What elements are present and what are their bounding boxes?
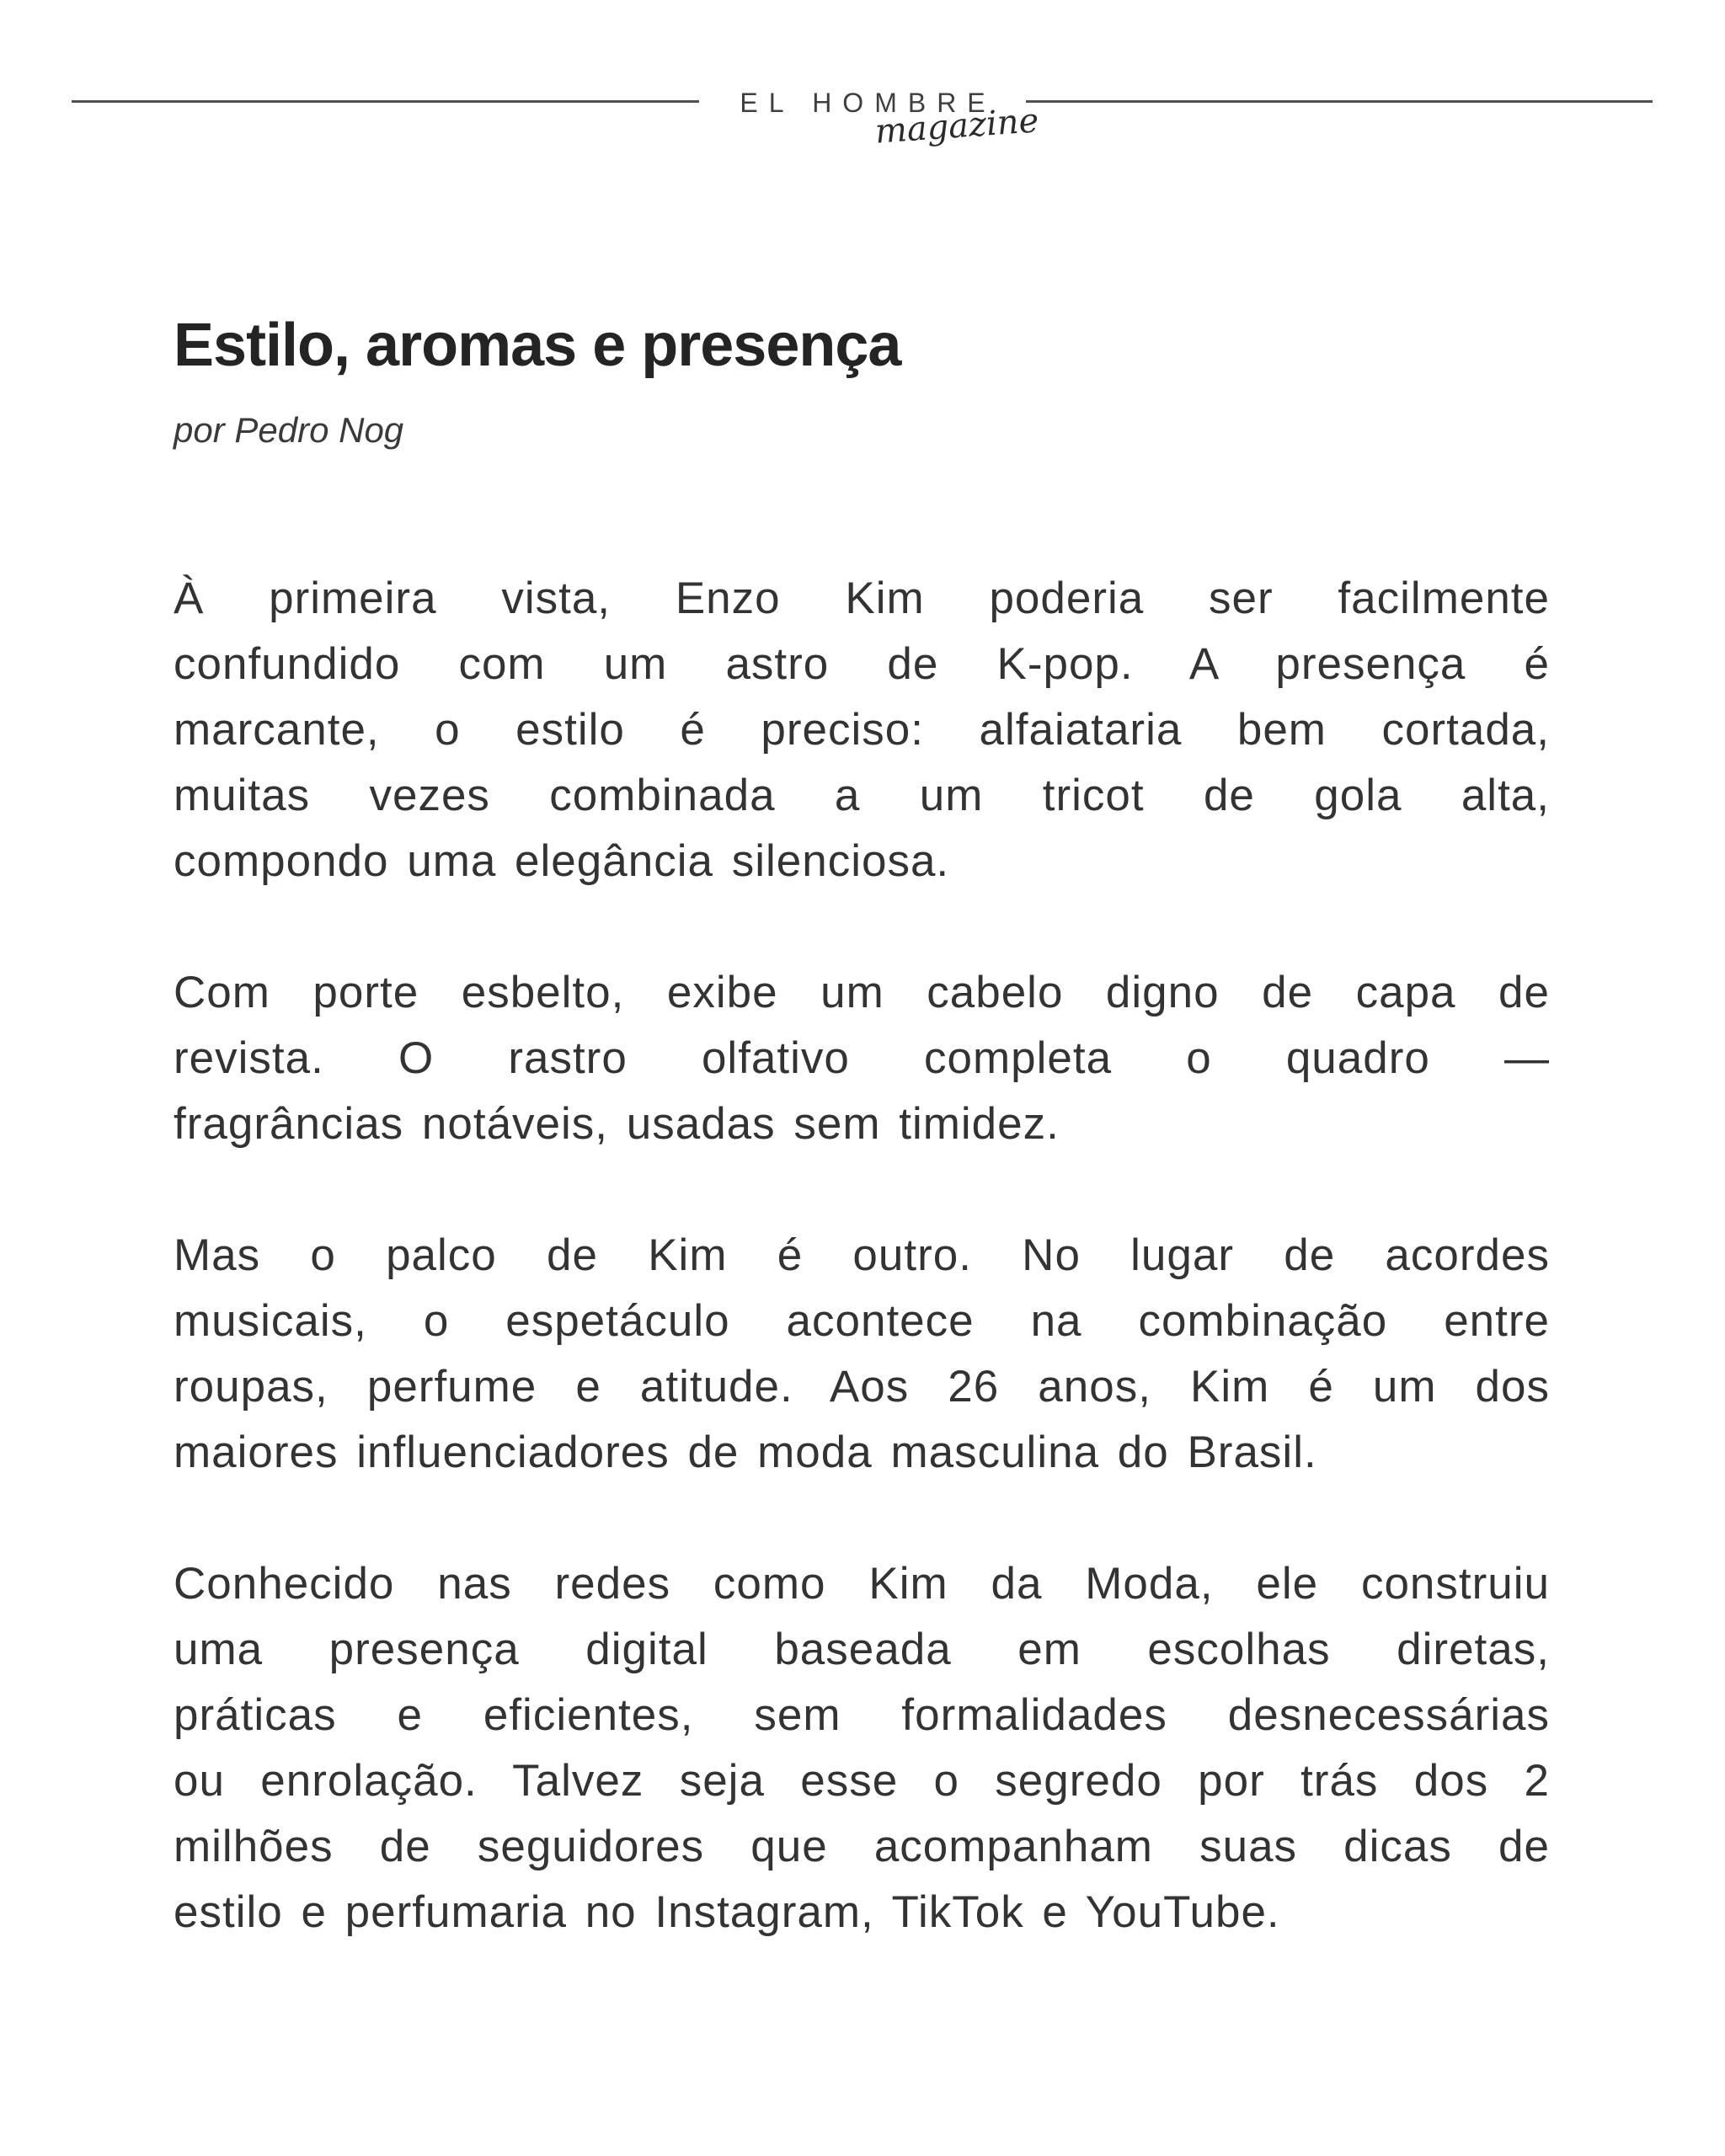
article-title: Estilo, aromas e presença	[174, 312, 901, 379]
text-line: ou enrolação. Talvez seja esse o segredo por trás dos 2	[174, 1756, 1550, 1806]
text-line: milhões de seguidores que acompanham suas dicas de	[174, 1822, 1550, 1871]
text-line: Mas o palco de Kim é outro. No lugar de acordes	[174, 1230, 1550, 1280]
text-line: musicais, o espetáculo acontece na combinação entre	[174, 1296, 1550, 1346]
text-line: compondo uma elegância silenciosa.	[174, 836, 950, 886]
text-line: Com porte esbelto, exibe um cabelo digno de capa de	[174, 968, 1550, 1017]
article-body	[174, 566, 1550, 1945]
text-line: práticas e eficientes, sem formalidades desnecessárias	[174, 1690, 1550, 1740]
brand-tagline: magazine	[873, 101, 1040, 152]
paragraph-1	[174, 566, 1550, 894]
text-line: estilo e perfumaria no Instagram, TikTok e YouTube.	[174, 1887, 1280, 1937]
text-line: Conhecido nas redes como Kim da Moda, ele construiu	[174, 1559, 1550, 1609]
text-line: muitas vezes combinada a um tricot de gola alta,	[174, 771, 1550, 820]
masthead	[0, 0, 1725, 185]
text-line: fragrâncias notáveis, usadas sem timidez.	[174, 1099, 1060, 1149]
text-line: maiores influenciadores de moda masculina do Brasil.	[174, 1428, 1317, 1477]
text-line: roupas, perfume e atitude. Aos 26 anos, Kim é um dos	[174, 1362, 1550, 1412]
paragraph-4	[174, 1551, 1550, 1945]
brand-title: EL HOMBRE	[740, 88, 996, 118]
text-line: confundido com um astro de K-pop. A presença é	[174, 639, 1550, 689]
text-line: À primeira vista, Enzo Kim poderia ser facilmente	[174, 574, 1550, 623]
article-byline: por Pedro Nog	[174, 410, 404, 450]
paragraph-2	[174, 960, 1550, 1157]
text-line: marcante, o estilo é preciso: alfaiataria bem cortada,	[174, 705, 1550, 755]
text-line: revista. O rastro olfativo completa o quadro —	[174, 1033, 1550, 1083]
text-line: uma presença digital baseada em escolhas diretas,	[174, 1625, 1550, 1674]
paragraph-3	[174, 1223, 1550, 1486]
